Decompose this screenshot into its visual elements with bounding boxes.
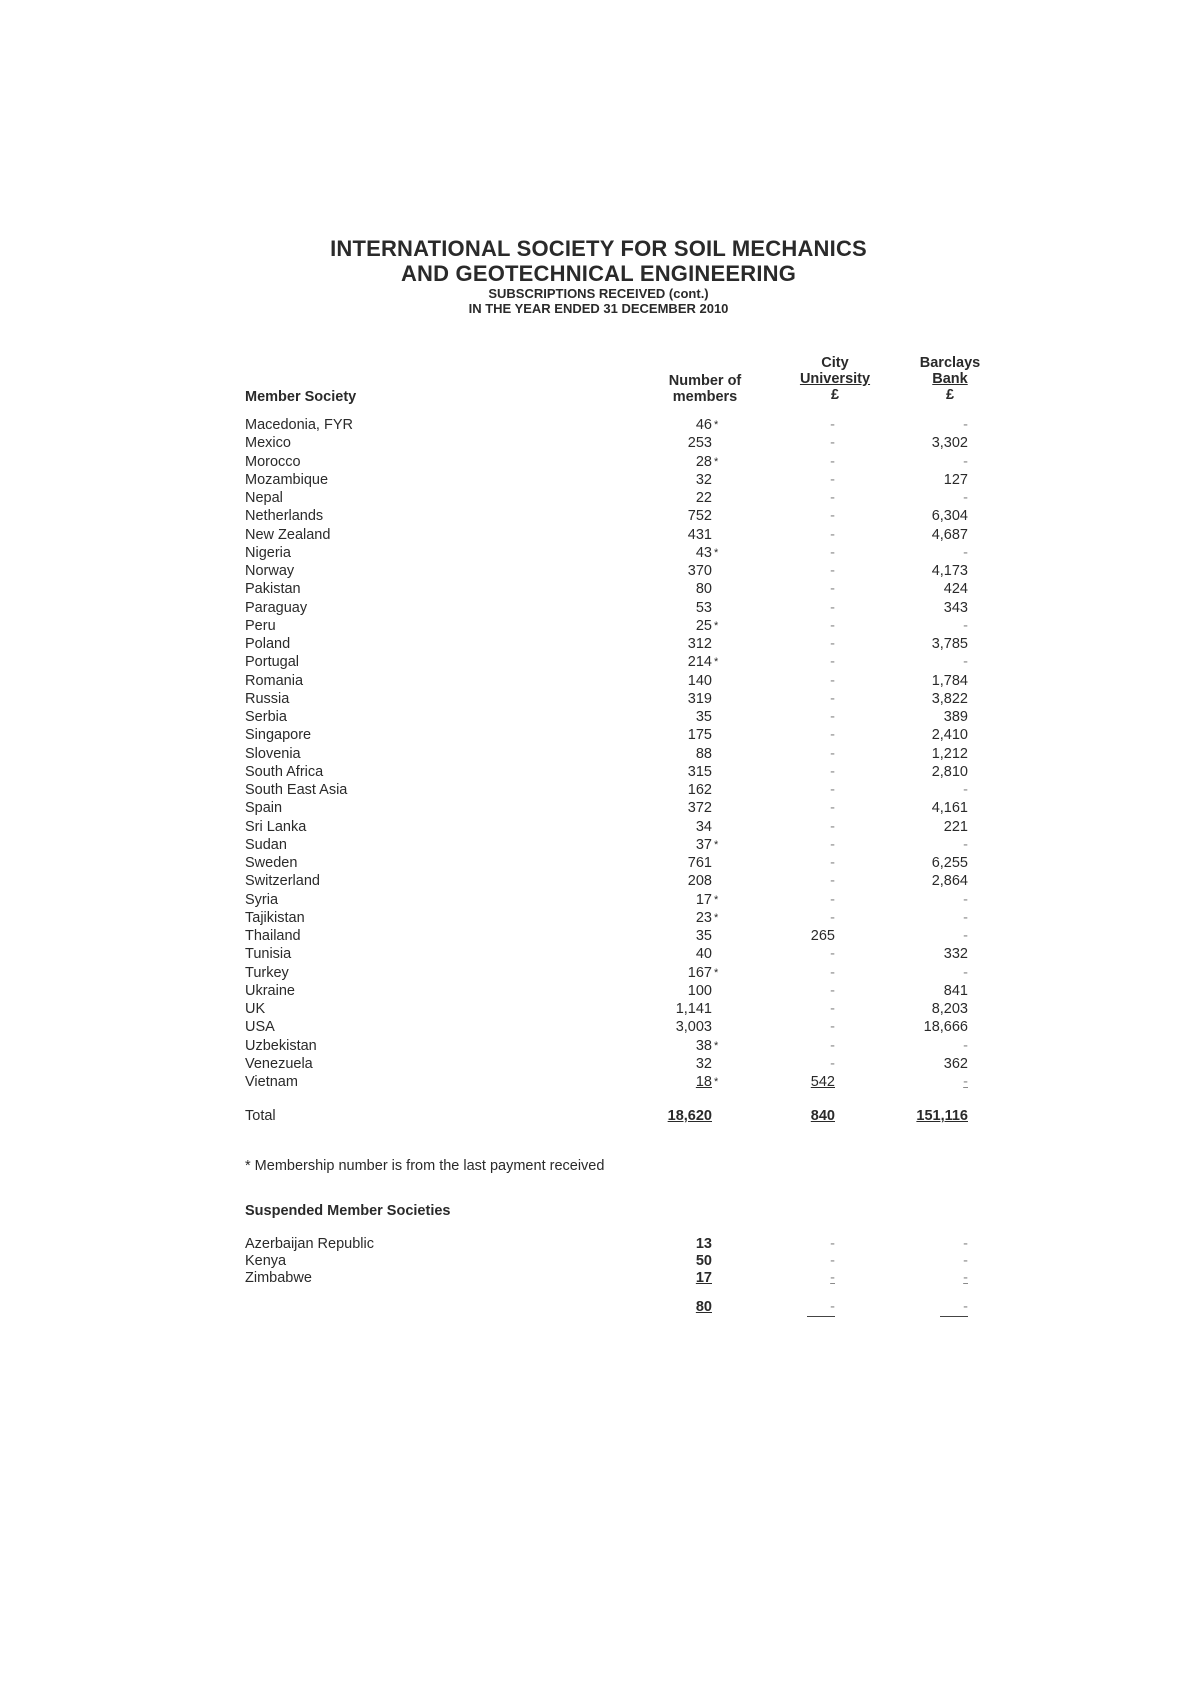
table-row <box>0 982 1197 1000</box>
barclays-bank-amount: - <box>963 417 968 433</box>
column-header-city-university <box>780 355 890 403</box>
city-university-amount: - <box>830 855 835 871</box>
last-payment-marker: * <box>714 419 719 431</box>
table-row <box>0 416 1197 434</box>
last-payment-marker: * <box>714 455 719 468</box>
suspended-city: - <box>830 1236 835 1252</box>
city-university-amount: - <box>830 800 835 817</box>
city-university-amount: - <box>830 672 835 689</box>
last-payment-marker: * <box>714 966 719 979</box>
member-count: 253 <box>687 435 712 452</box>
city-university-amount: - <box>830 1055 835 1072</box>
table-row <box>0 453 1197 471</box>
table-row <box>0 836 1197 854</box>
last-payment-marker: * <box>714 1076 719 1088</box>
barclays-bank-amount: - <box>963 891 968 908</box>
barclays-bank-amount: 362 <box>943 1055 968 1072</box>
last-payment-marker: * <box>714 1039 719 1052</box>
city-university-amount: - <box>830 782 835 798</box>
suspended-total-city <box>807 1298 835 1317</box>
barclays-bank-amount: 2,410 <box>931 727 968 744</box>
table-row <box>0 599 1197 617</box>
barclays-bank-amount: 4,687 <box>931 526 968 543</box>
member-name: Sri Lanka <box>245 818 307 835</box>
barclays-bank-amount: - <box>963 928 968 944</box>
member-name: Tajikistan <box>245 909 305 926</box>
table-row <box>0 617 1197 635</box>
member-count: 32 <box>695 471 712 488</box>
table-row <box>0 891 1197 909</box>
barclays-bank-amount: 389 <box>943 709 968 725</box>
total-label: Total <box>245 1108 276 1124</box>
member-name: Nepal <box>245 490 283 506</box>
barclays-bank-amount: - <box>963 544 968 561</box>
total-city-university: 840 <box>810 1108 835 1124</box>
barclays-bank-amount: - <box>963 490 968 506</box>
member-count: 17 <box>695 891 712 908</box>
suspended-city: - <box>830 1253 835 1269</box>
last-payment-marker: * <box>714 656 719 669</box>
member-name: South Africa <box>245 763 324 780</box>
member-count: 167 <box>687 964 712 981</box>
member-name: Tunisia <box>245 946 292 963</box>
table-row <box>0 927 1197 945</box>
suspended-bank: - <box>963 1253 968 1269</box>
barclays-bank-amount: 424 <box>943 581 968 598</box>
member-name: UK <box>245 1001 266 1017</box>
member-count: 35 <box>695 709 712 725</box>
member-count: 319 <box>687 690 712 707</box>
member-count: 37 <box>695 836 712 853</box>
table-row <box>0 653 1197 671</box>
barclays-bank-amount: 3,822 <box>931 690 968 707</box>
table-row <box>0 964 1197 982</box>
column-header-number-line-2: members <box>672 389 738 405</box>
member-name: Uzbekistan <box>245 1037 317 1054</box>
city-university-amount: - <box>830 581 835 598</box>
barclays-bank-amount: 332 <box>943 946 968 963</box>
city-university-amount: - <box>830 435 835 452</box>
city-university-amount: - <box>830 818 835 835</box>
member-name: Turkey <box>245 964 289 981</box>
member-count: 315 <box>687 763 712 780</box>
member-count: 28 <box>695 453 712 470</box>
title-line-1: INTERNATIONAL SOCIETY FOR SOIL MECHANICS <box>330 236 867 261</box>
table-row <box>0 1055 1197 1073</box>
member-name: Slovenia <box>245 745 301 762</box>
city-university-amount: - <box>830 417 835 433</box>
table-row <box>0 434 1197 452</box>
column-header-number-line-1: Number of <box>668 373 742 389</box>
member-count: 18 <box>695 1074 712 1090</box>
member-count: 53 <box>695 599 712 616</box>
subtitle-line-1: SUBSCRIPTIONS RECEIVED (cont.) <box>488 286 709 301</box>
city-university-amount: - <box>830 453 835 470</box>
city-university-amount: - <box>830 471 835 488</box>
member-count: 208 <box>687 873 712 890</box>
city-university-amount: - <box>830 909 835 926</box>
table-row <box>0 580 1197 598</box>
member-name: Sudan <box>245 836 287 853</box>
city-university-amount: - <box>830 526 835 543</box>
barclays-bank-amount: 3,785 <box>931 636 968 652</box>
city-university-amount: - <box>830 544 835 561</box>
last-payment-marker: * <box>714 911 719 924</box>
city-university-amount: 265 <box>810 928 835 944</box>
city-university-amount: - <box>830 1001 835 1017</box>
barclays-bank-amount: 2,864 <box>931 873 968 890</box>
member-name: Peru <box>245 617 276 634</box>
barclays-bank-amount: - <box>963 654 968 671</box>
table-row <box>0 745 1197 763</box>
barclays-bank-amount: 4,161 <box>931 800 968 817</box>
member-count: 752 <box>687 508 712 525</box>
city-university-amount: - <box>830 599 835 616</box>
member-count: 100 <box>687 982 712 999</box>
member-count: 80 <box>695 581 712 598</box>
barclays-bank-amount: - <box>963 453 968 470</box>
member-count: 372 <box>687 800 712 817</box>
member-count: 23 <box>695 909 712 926</box>
member-name: Serbia <box>245 709 287 725</box>
member-count: 1,141 <box>675 1001 712 1017</box>
table-row <box>0 1073 1197 1091</box>
last-payment-marker: * <box>714 619 719 632</box>
member-name: Macedonia, FYR <box>245 417 353 433</box>
table-row <box>0 1018 1197 1036</box>
suspended-name: Azerbaijan Republic <box>245 1236 374 1252</box>
member-name: Sweden <box>245 855 298 871</box>
member-name: New Zealand <box>245 526 331 543</box>
suspended-bank: - <box>963 1236 968 1252</box>
suspended-section-title: Suspended Member Societies <box>245 1203 451 1219</box>
member-name: Norway <box>245 563 295 579</box>
last-payment-marker: * <box>714 546 719 559</box>
city-university-amount: - <box>830 490 835 506</box>
table-row <box>0 1037 1197 1055</box>
suspended-total-city-value: - <box>807 1298 835 1317</box>
city-university-amount: - <box>830 727 835 744</box>
city-university-amount: - <box>830 763 835 780</box>
suspended-members: 17 <box>695 1270 712 1286</box>
suspended-total-members: 80 <box>695 1299 712 1315</box>
table-row <box>0 726 1197 744</box>
member-count: 162 <box>687 782 712 798</box>
total-row <box>0 1107 1197 1127</box>
table-row <box>0 635 1197 653</box>
member-society-table <box>0 416 1197 1091</box>
member-name: Syria <box>245 891 279 908</box>
member-count: 40 <box>695 946 712 963</box>
column-header-city-currency: £ <box>830 387 840 403</box>
member-name: Morocco <box>245 453 301 470</box>
member-name: Spain <box>245 800 283 817</box>
table-row <box>0 489 1197 507</box>
member-count: 761 <box>687 855 712 871</box>
suspended-total-row <box>0 1298 1197 1316</box>
table-row <box>0 909 1197 927</box>
member-count: 46 <box>695 417 712 433</box>
member-name: Ukraine <box>245 982 295 999</box>
table-row <box>0 818 1197 836</box>
barclays-bank-amount: - <box>963 617 968 634</box>
city-university-amount: - <box>830 1019 835 1036</box>
table-row <box>0 854 1197 872</box>
member-name: Nigeria <box>245 544 291 561</box>
city-university-amount: - <box>830 946 835 963</box>
barclays-bank-amount: 8,203 <box>931 1001 968 1017</box>
suspended-table <box>0 1236 1197 1287</box>
member-count: 35 <box>695 928 712 944</box>
barclays-bank-amount: 6,304 <box>931 508 968 525</box>
member-name: Poland <box>245 636 291 652</box>
barclays-bank-amount: 4,173 <box>931 563 968 579</box>
table-row <box>0 945 1197 963</box>
document-header <box>0 236 1197 316</box>
table-row <box>0 1000 1197 1018</box>
total-members: 18,620 <box>667 1108 712 1124</box>
member-name: Thailand <box>245 928 301 944</box>
member-count: 312 <box>687 636 712 652</box>
member-name: Venezuela <box>245 1055 313 1072</box>
suspended-members: 13 <box>695 1236 712 1252</box>
barclays-bank-amount: 2,810 <box>931 763 968 780</box>
table-row <box>0 690 1197 708</box>
table-row <box>0 544 1197 562</box>
city-university-amount: - <box>830 563 835 579</box>
city-university-amount: 542 <box>810 1074 835 1090</box>
city-university-amount: - <box>830 982 835 999</box>
barclays-bank-amount: 127 <box>943 471 968 488</box>
footnote: * Membership number is from the last payment received <box>245 1158 605 1174</box>
member-count: 214 <box>687 654 712 671</box>
table-row <box>0 763 1197 781</box>
member-count: 38 <box>695 1037 712 1054</box>
barclays-bank-amount: - <box>963 1037 968 1054</box>
table-row <box>0 526 1197 544</box>
barclays-bank-amount: 221 <box>943 818 968 835</box>
city-university-amount: - <box>830 690 835 707</box>
table-row <box>0 507 1197 525</box>
member-count: 25 <box>695 617 712 634</box>
member-name: USA <box>245 1019 275 1036</box>
city-university-amount: - <box>830 873 835 890</box>
member-count: 34 <box>695 818 712 835</box>
city-university-amount: - <box>830 654 835 671</box>
total-barclays-bank: 151,116 <box>916 1108 968 1124</box>
barclays-bank-amount: - <box>963 836 968 853</box>
city-university-amount: - <box>830 964 835 981</box>
barclays-bank-amount: - <box>963 909 968 926</box>
table-row <box>0 672 1197 690</box>
column-header-city-line-1: City <box>821 355 849 371</box>
member-name: Mozambique <box>245 471 329 488</box>
table-row <box>0 471 1197 489</box>
member-name: Romania <box>245 672 304 689</box>
member-name: Vietnam <box>245 1074 298 1090</box>
member-name: Paraguay <box>245 599 308 616</box>
city-university-amount: - <box>830 745 835 762</box>
suspended-total-bank-value: - <box>940 1298 968 1317</box>
suspended-row <box>0 1236 1197 1253</box>
member-count: 43 <box>695 544 712 561</box>
member-count: 3,003 <box>675 1019 712 1036</box>
barclays-bank-amount: 841 <box>943 982 968 999</box>
member-count: 370 <box>687 563 712 579</box>
city-university-amount: - <box>830 1037 835 1054</box>
member-count: 431 <box>687 526 712 543</box>
member-count: 32 <box>695 1055 712 1072</box>
city-university-amount: - <box>830 508 835 525</box>
title-line-2: AND GEOTECHNICAL ENGINEERING <box>400 261 797 286</box>
suspended-bank: - <box>963 1270 968 1286</box>
member-count: 22 <box>695 490 712 506</box>
member-name: Singapore <box>245 727 312 744</box>
member-name: Russia <box>245 690 290 707</box>
member-name: Mexico <box>245 435 291 452</box>
member-name: Portugal <box>245 654 300 671</box>
barclays-bank-amount: 18,666 <box>923 1019 968 1036</box>
table-row <box>0 799 1197 817</box>
suspended-name: Zimbabwe <box>245 1270 312 1286</box>
table-row <box>0 781 1197 799</box>
barclays-bank-amount: - <box>963 782 968 798</box>
city-university-amount: - <box>830 709 835 725</box>
table-row <box>0 872 1197 890</box>
member-count: 175 <box>687 727 712 744</box>
barclays-bank-amount: 1,784 <box>931 672 968 689</box>
column-header-number-of-members <box>650 373 760 405</box>
suspended-city: - <box>830 1270 835 1286</box>
suspended-total-bank <box>940 1298 968 1317</box>
city-university-amount: - <box>830 836 835 853</box>
column-header-bank-currency: £ <box>945 387 955 403</box>
last-payment-marker: * <box>714 893 719 906</box>
suspended-name: Kenya <box>245 1253 287 1269</box>
member-count: 88 <box>695 745 712 762</box>
city-university-amount: - <box>830 891 835 908</box>
column-header-bank-line-2: Bank <box>932 371 968 387</box>
last-payment-marker: * <box>714 838 719 851</box>
column-header-barclays-bank <box>895 355 1005 403</box>
table-row <box>0 708 1197 726</box>
city-university-amount: - <box>830 636 835 652</box>
column-header-bank-line-1: Barclays <box>919 355 981 371</box>
member-name: South East Asia <box>245 782 348 798</box>
column-header-member-society: Member Society <box>245 389 357 405</box>
barclays-bank-amount: 343 <box>943 599 968 616</box>
barclays-bank-amount: 1,212 <box>931 745 968 762</box>
table-row <box>0 562 1197 580</box>
barclays-bank-amount: 3,302 <box>931 435 968 452</box>
member-name: Switzerland <box>245 873 320 890</box>
barclays-bank-amount: - <box>963 964 968 981</box>
suspended-row <box>0 1253 1197 1270</box>
suspended-row <box>0 1270 1197 1287</box>
column-header-city-line-2: University <box>799 371 871 387</box>
city-university-amount: - <box>830 617 835 634</box>
member-name: Pakistan <box>245 581 301 598</box>
member-name: Netherlands <box>245 508 324 525</box>
suspended-members: 50 <box>695 1253 712 1269</box>
subtitle-line-2: IN THE YEAR ENDED 31 DECEMBER 2010 <box>468 301 729 316</box>
member-count: 140 <box>687 672 712 689</box>
barclays-bank-amount: 6,255 <box>931 855 968 871</box>
barclays-bank-amount: - <box>963 1074 968 1090</box>
